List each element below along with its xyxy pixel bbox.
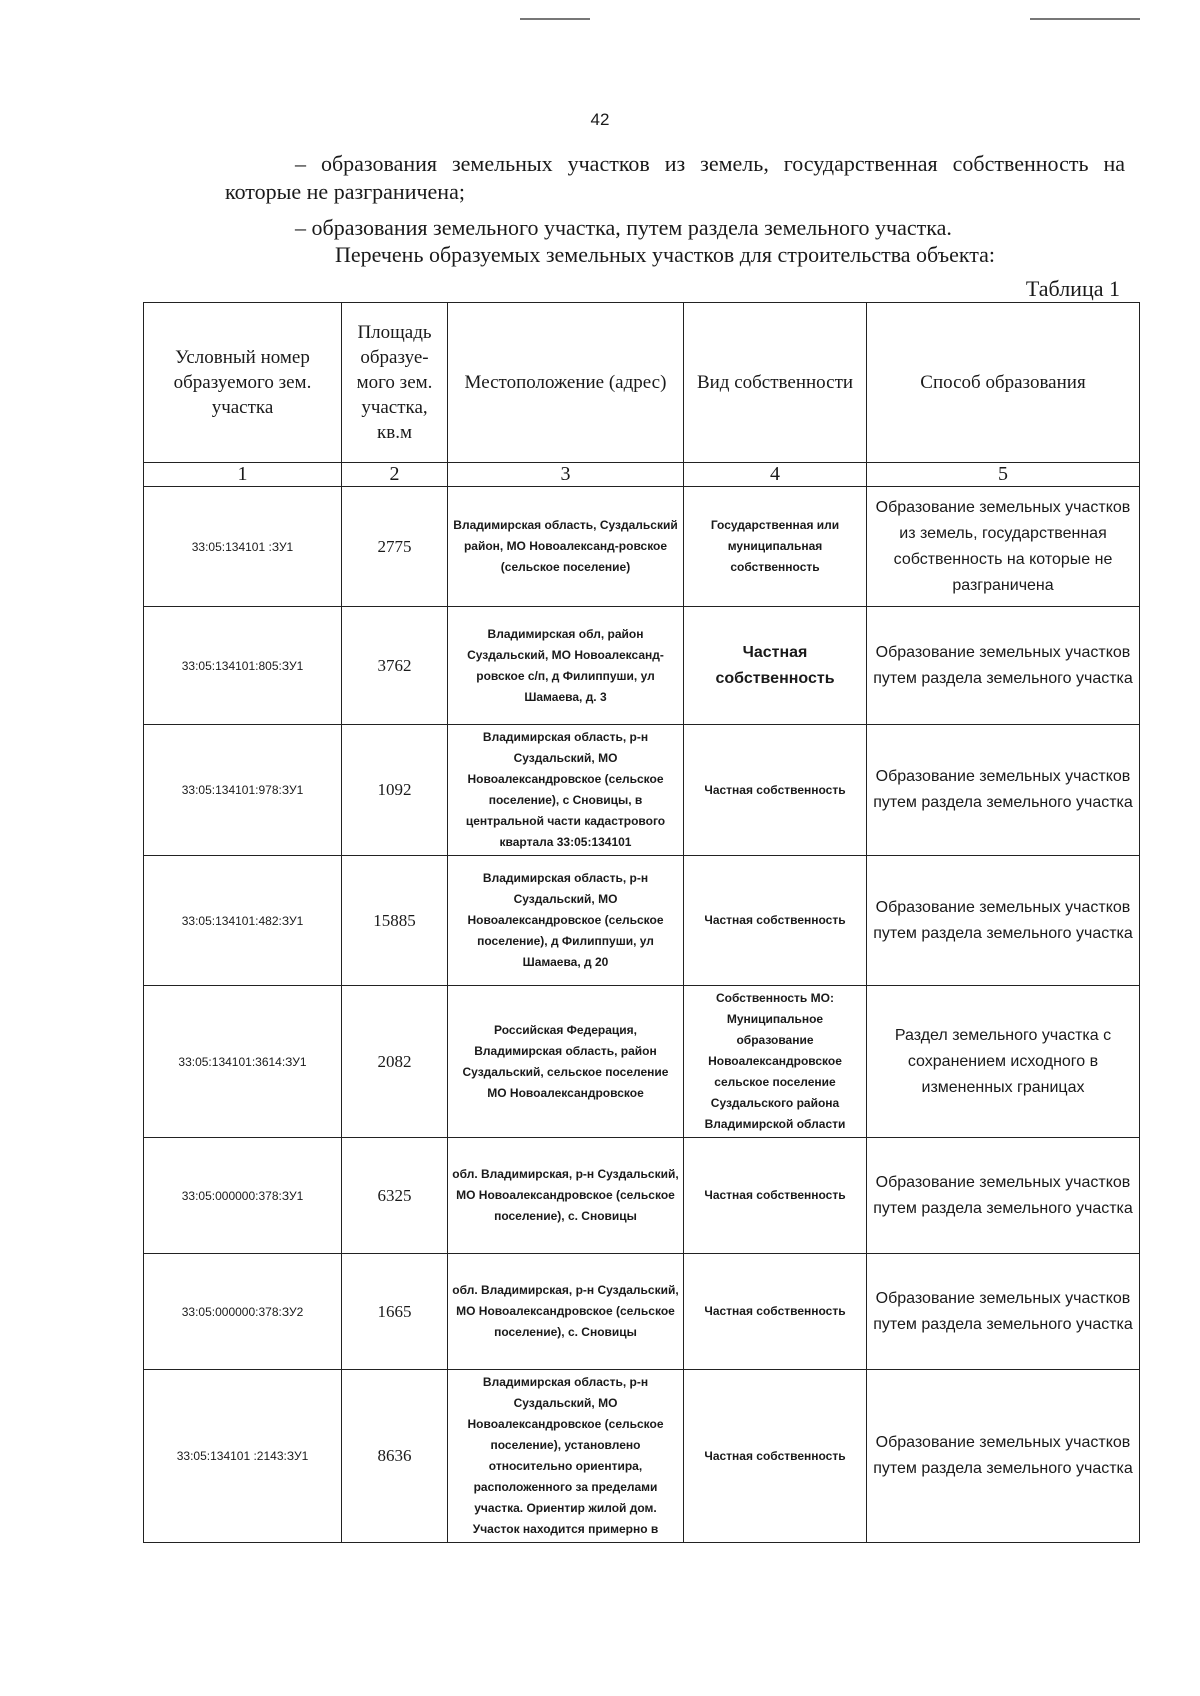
- list-heading: Перечень образуемых земельных участков для строительства объекта:: [334, 242, 996, 267]
- plot-number-cell: 33:05:134101:3614:ЗУ1: [144, 986, 342, 1138]
- area-cell: 6325: [342, 1138, 448, 1254]
- table-row: [144, 487, 1140, 607]
- table-row: [144, 986, 1140, 1138]
- land-plots-table: [143, 302, 1140, 1543]
- column-number: 3: [448, 463, 684, 487]
- ownership-cell: Частная собственность: [684, 725, 867, 856]
- method-cell: Образование земельных участков путем раздела земельного участка: [867, 1370, 1140, 1543]
- ownership-cell: Частная собственность: [684, 1254, 867, 1370]
- header-area: Площадь образуе-мого зем. участка, кв.м: [342, 303, 448, 463]
- area-cell: 1665: [342, 1254, 448, 1370]
- method-cell: Образование земельных участков путем раздела земельного участка: [867, 1138, 1140, 1254]
- method-cell: Образование земельных участков путем раздела земельного участка: [867, 1254, 1140, 1370]
- column-number: 4: [684, 463, 867, 487]
- method-cell: Раздел земельного участка с сохранением исходного в измененных границах: [867, 986, 1140, 1138]
- method-cell: Образование земельных участков путем раздела земельного участка: [867, 856, 1140, 986]
- plot-number-cell: 33:05:134101 :2143:ЗУ1: [144, 1370, 342, 1543]
- plot-number-cell: 33:05:134101 :ЗУ1: [144, 487, 342, 607]
- plot-number-cell: 33:05:000000:378:ЗУ2: [144, 1254, 342, 1370]
- area-cell: 15885: [342, 856, 448, 986]
- page-number: 42: [590, 110, 610, 129]
- area-cell: 2775: [342, 487, 448, 607]
- address-cell: обл. Владимирская, р-н Суздальский, МО Новоалександровское (сельское поселение), с. Сновицы: [448, 1254, 684, 1370]
- address-cell: Российская Федерация, Владимирская область, район Суздальский, сельское поселение МО Новоалександровское: [448, 986, 684, 1138]
- table-header-row: [144, 303, 1140, 463]
- ownership-cell: Частная собственность: [684, 607, 867, 725]
- ownership-cell: Государственная или муниципальная собственность: [684, 487, 867, 607]
- column-number: 1: [144, 463, 342, 487]
- ownership-cell: Частная собственность: [684, 1138, 867, 1254]
- ownership-cell: Собственность МО: Муниципальное образование Новоалександровское сельское поселение Суздальского района Владимирской области: [684, 986, 867, 1138]
- plot-number-cell: 33:05:000000:378:ЗУ1: [144, 1138, 342, 1254]
- address-cell: Владимирская область, р-н Суздальский, МО Новоалександровское (сельское поселение), с Сновицы, в центральной части кадастрового квартала 33:05:134101: [448, 725, 684, 856]
- column-number: 2: [342, 463, 448, 487]
- paragraph-land-not-delimited: – образования земельных участков из земель, государственная собственность на которые не разграничена;: [225, 151, 1125, 204]
- header-method: Способ образования: [867, 303, 1140, 463]
- area-cell: 2082: [342, 986, 448, 1138]
- method-cell: Образование земельных участков путем раздела земельного участка: [867, 607, 1140, 725]
- area-cell: 1092: [342, 725, 448, 856]
- method-cell: Образование земельных участков из земель, государственная собственность на которые не разграничена: [867, 487, 1140, 607]
- scan-artifact: [1030, 18, 1140, 20]
- plot-number-cell: 33:05:134101:805:ЗУ1: [144, 607, 342, 725]
- table-row: [144, 856, 1140, 986]
- plot-number-cell: 33:05:134101:978:ЗУ1: [144, 725, 342, 856]
- address-cell: Владимирская область, р-н Суздальский, МО Новоалександровское (сельское поселение), д Филиппуши, ул Шамаева, д 20: [448, 856, 684, 986]
- column-number: 5: [867, 463, 1140, 487]
- header-location: Местоположение (адрес): [448, 303, 684, 463]
- address-cell: обл. Владимирская, р-н Суздальский, МО Новоалександровское (сельское поселение), с. Сновицы: [448, 1138, 684, 1254]
- method-cell: Образование земельных участков путем раздела земельного участка: [867, 725, 1140, 856]
- table-row: [144, 1370, 1140, 1543]
- address-cell: Владимирская область, р-н Суздальский, МО Новоалександровское (сельское поселение), установлено относительно ориентира, расположенного за пределами участка. Ориентир жилой дом. Участок находится примерно в: [448, 1370, 684, 1543]
- paragraph-land-division: – образования земельного участка, путем раздела земельного участка.: [295, 215, 952, 240]
- table-row: [144, 725, 1140, 856]
- ownership-cell: Частная собственность: [684, 856, 867, 986]
- address-cell: Владимирская обл, район Суздальский, МО Новоалександ-ровское с/п, д Филиппуши, ул Шамаева, д. 3: [448, 607, 684, 725]
- scan-artifact: [520, 18, 590, 20]
- address-cell: Владимирская область, Суздальский район, МО Новоалександ-ровское (сельское поселение): [448, 487, 684, 607]
- table-row: [144, 1254, 1140, 1370]
- header-plot-number: Условный номер образуемого зем. участка: [144, 303, 342, 463]
- table-row: [144, 607, 1140, 725]
- table-row: [144, 1138, 1140, 1254]
- column-number-row: [144, 463, 1140, 487]
- plot-number-cell: 33:05:134101:482:ЗУ1: [144, 856, 342, 986]
- area-cell: 8636: [342, 1370, 448, 1543]
- ownership-cell: Частная собственность: [684, 1370, 867, 1543]
- area-cell: 3762: [342, 607, 448, 725]
- header-ownership: Вид собственности: [684, 303, 867, 463]
- table-label: Таблица 1: [1025, 276, 1120, 301]
